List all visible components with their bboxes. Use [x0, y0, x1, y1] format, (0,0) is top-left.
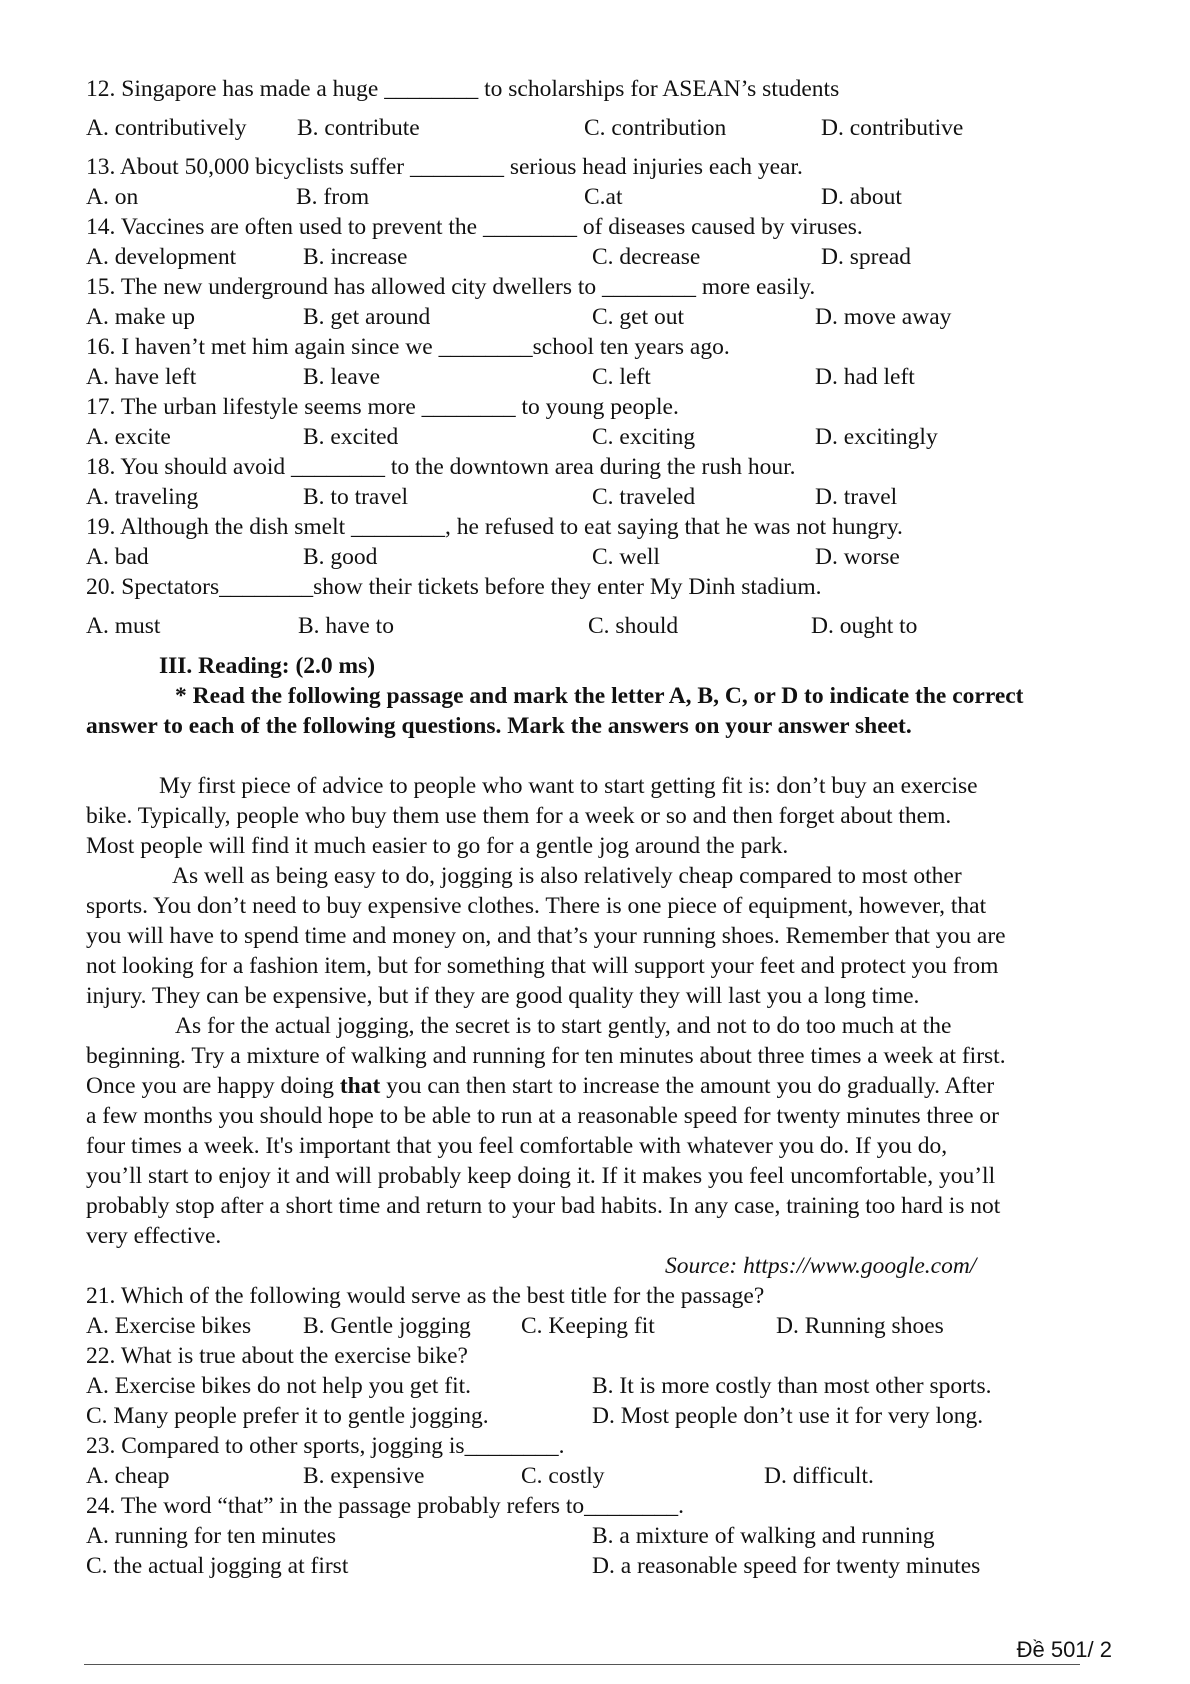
passage-line: My first piece of advice to people who want to start getting fit is: don’t buy an exercise — [159, 773, 978, 799]
option-20-a: A. must — [86, 613, 161, 639]
option-16-c: C. left — [592, 364, 651, 390]
option-15-d: D. move away — [815, 304, 952, 330]
passage-line: you will have to spend time and money on, and that’s your running shoes. Remember that you are — [86, 923, 1006, 949]
option-14-a: A. development — [86, 244, 237, 270]
option-20-c: C. should — [588, 613, 679, 639]
option-17-b: B. excited — [303, 424, 399, 450]
option-21-d: D. Running shoes — [776, 1313, 944, 1339]
question-stem-20: 20. Spectators________show their tickets before they enter My Dinh stadium. — [86, 574, 822, 600]
option-17-a: A. excite — [86, 424, 171, 450]
option-24-b: B. a mixture of walking and running — [592, 1523, 935, 1549]
option-24-a: A. running for ten minutes — [86, 1523, 336, 1549]
option-22-d: D. Most people don’t use it for very long. — [592, 1403, 984, 1429]
option-19-b: B. good — [303, 544, 378, 570]
passage-line: beginning. Try a mixture of walking and running for ten minutes about three times a week at first. — [86, 1043, 1006, 1069]
section-heading: III. Reading: (2.0 ms) — [159, 653, 376, 679]
option-15-c: C. get out — [592, 304, 685, 330]
option-14-d: D. spread — [821, 244, 912, 270]
instruction-line-2: answer to each of the following questions. Mark the answers on your answer sheet. — [86, 713, 912, 739]
option-18-a: A. traveling — [86, 484, 199, 510]
exam-page — [86, 0, 1116, 1684]
option-22-a: A. Exercise bikes do not help you get fit. — [86, 1373, 472, 1399]
question-stem-23: 23. Compared to other sports, jogging is________. — [86, 1433, 565, 1459]
passage-line: four times a week. It's important that you feel comfortable with whatever you do. If you do, — [86, 1133, 948, 1159]
question-stem-16: 16. I haven’t met him again since we ________school ten years ago. — [86, 334, 730, 360]
option-16-b: B. leave — [303, 364, 380, 390]
option-14-c: C. decrease — [592, 244, 701, 270]
question-stem-19: 19. Although the dish smelt ________, he refused to eat saying that he was not hungry. — [86, 514, 903, 540]
option-21-c: C. Keeping fit — [521, 1313, 655, 1339]
passage-line: As well as being easy to do, jogging is also relatively cheap compared to most other — [172, 863, 962, 889]
question-stem-18: 18. You should avoid ________ to the downtown area during the rush hour. — [86, 454, 796, 480]
option-16-d: D. had left — [815, 364, 915, 390]
option-13-c: C.at — [584, 184, 623, 210]
passage-line: not looking for a fashion item, but for something that will support your feet and protect you from — [86, 953, 999, 979]
passage-text: you can then start to increase the amount you do gradually. After — [380, 1073, 995, 1099]
page-code: Đề 501/ 2 — [1016, 1637, 1112, 1662]
passage-source: Source: https://www.google.com/ — [665, 1253, 977, 1279]
footer-divider — [84, 1664, 1080, 1665]
option-17-c: C. exciting — [592, 424, 696, 450]
option-12-c: C. contribution — [584, 115, 727, 141]
option-18-b: B. to travel — [303, 484, 409, 510]
passage-line: probably stop after a short time and return to your bad habits. In any case, training too hard is not — [86, 1193, 1001, 1219]
option-15-a: A. make up — [86, 304, 195, 330]
option-16-a: A. have left — [86, 364, 197, 390]
passage-line: As for the actual jogging, the secret is to start gently, and not to do too much at the — [175, 1013, 952, 1039]
question-stem-15: 15. The new underground has allowed city dwellers to ________ more easily. — [86, 274, 816, 300]
instruction-line-1: * Read the following passage and mark the letter A, B, C, or D to indicate the correct — [175, 683, 1024, 709]
option-20-d: D. ought to — [811, 613, 918, 639]
question-stem-17: 17. The urban lifestyle seems more ________ to young people. — [86, 394, 679, 420]
option-23-d: D. difficult. — [764, 1463, 874, 1489]
option-23-a: A. cheap — [86, 1463, 170, 1489]
question-stem-24: 24. The word “that” in the passage probably refers to________. — [86, 1493, 684, 1519]
question-stem-12: 12. Singapore has made a huge ________ to scholarships for ASEAN’s students — [86, 76, 840, 102]
option-13-d: D. about — [821, 184, 902, 210]
option-24-d: D. a reasonable speed for twenty minutes — [592, 1553, 981, 1579]
passage-line: a few months you should hope to be able to run at a reasonable speed for twenty minutes three or — [86, 1103, 999, 1129]
option-12-d: D. contributive — [821, 115, 964, 141]
passage-line: Most people will find it much easier to go for a gentle jog around the park. — [86, 833, 789, 859]
passage-line: sports. You don’t need to buy expensive clothes. There is one piece of equipment, however, that — [86, 893, 987, 919]
option-14-b: B. increase — [303, 244, 408, 270]
passage-line-with-emphasis — [86, 1071, 994, 1101]
option-23-b: B. expensive — [303, 1463, 425, 1489]
option-12-b: B. contribute — [297, 115, 420, 141]
option-19-d: D. worse — [815, 544, 900, 570]
passage-line: very effective. — [86, 1223, 222, 1249]
option-22-c: C. Many people prefer it to gentle jogging. — [86, 1403, 489, 1429]
option-15-b: B. get around — [303, 304, 431, 330]
question-stem-14: 14. Vaccines are often used to prevent the ________ of diseases caused by viruses. — [86, 214, 863, 240]
option-22-b: B. It is more costly than most other sports. — [592, 1373, 992, 1399]
emphasized-word: that — [339, 1073, 381, 1099]
option-12-a: A. contributively — [86, 115, 247, 141]
option-20-b: B. have to — [298, 613, 394, 639]
option-21-b: B. Gentle jogging — [303, 1313, 471, 1339]
option-24-c: C. the actual jogging at first — [86, 1553, 349, 1579]
option-21-a: A. Exercise bikes — [86, 1313, 252, 1339]
option-13-a: A. on — [86, 184, 139, 210]
option-23-c: C. costly — [521, 1463, 605, 1489]
passage-line: bike. Typically, people who buy them use them for a week or so and then forget about them. — [86, 803, 952, 829]
passage-line: you’ll start to enjoy it and will probably keep doing it. If it makes you feel uncomfortable, you’ll — [86, 1163, 996, 1189]
option-18-d: D. travel — [815, 484, 898, 510]
option-13-b: B. from — [296, 184, 370, 210]
option-19-a: A. bad — [86, 544, 149, 570]
option-17-d: D. excitingly — [815, 424, 938, 450]
question-stem-13: 13. About 50,000 bicyclists suffer ________ serious head injuries each year. — [86, 154, 803, 180]
question-stem-21: 21. Which of the following would serve as the best title for the passage? — [86, 1283, 765, 1309]
passage-text: Once you are happy doing — [86, 1073, 340, 1099]
option-18-c: C. traveled — [592, 484, 696, 510]
question-stem-22: 22. What is true about the exercise bike? — [86, 1343, 468, 1369]
passage-line: injury. They can be expensive, but if they are good quality they will last you a long time. — [86, 983, 920, 1009]
option-19-c: C. well — [592, 544, 660, 570]
